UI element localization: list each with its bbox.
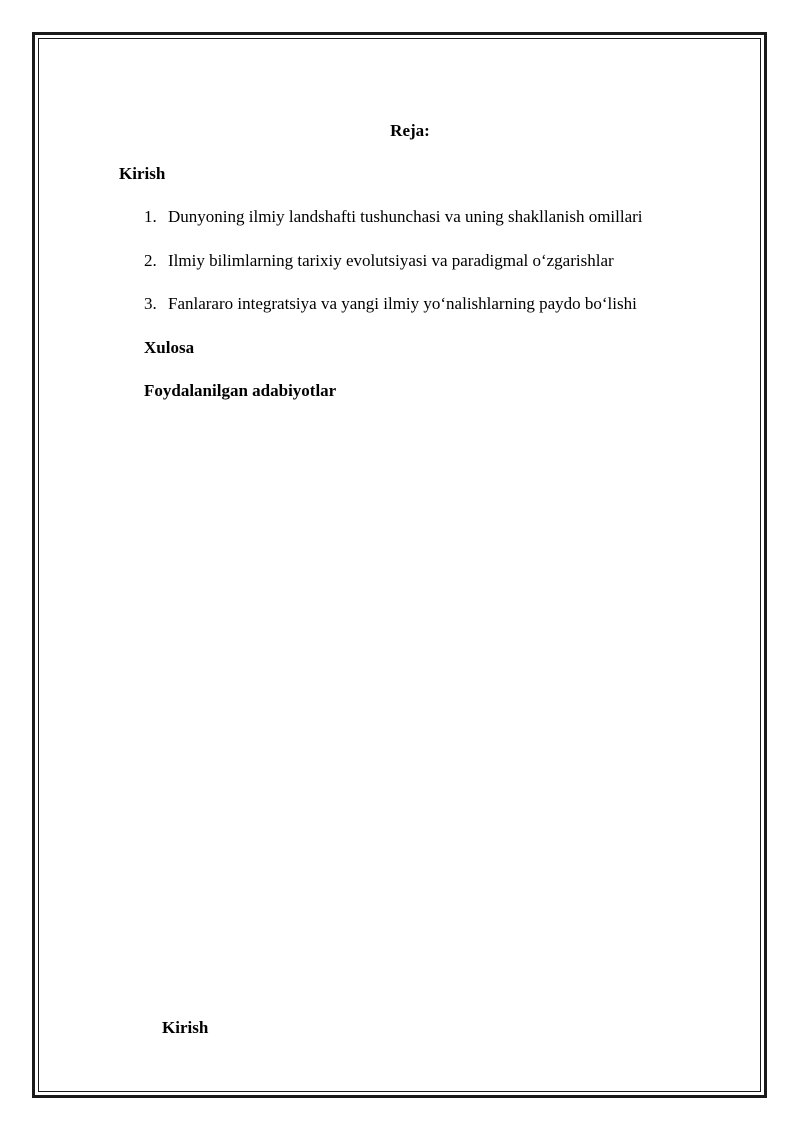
intro-heading: Kirish: [119, 164, 166, 183]
plan-item-number: 3.: [144, 294, 157, 313]
plan-item-text: Fanlararo integratsiya va yangi ilmiy yo‘nalishlarning paydo bo‘lishi: [168, 294, 637, 313]
plan-item: [144, 294, 637, 314]
plan-item-text: Ilmiy bilimlarning tarixiy evolutsiyasi va paradigmal o‘zgarishlar: [168, 251, 614, 270]
plan-item-number: 2.: [144, 251, 157, 270]
next-section-heading: Kirish: [162, 1018, 209, 1037]
plan-item-number: 1.: [144, 207, 157, 226]
references-heading: Foydalanilgan adabiyotlar: [144, 381, 337, 400]
conclusion-heading: Xulosa: [144, 338, 195, 357]
plan-title: Reja:: [390, 121, 430, 140]
page-border-inner: [38, 38, 761, 1092]
plan-item: [144, 251, 614, 271]
plan-item: [144, 207, 643, 227]
plan-item-text: Dunyoning ilmiy landshafti tushunchasi va uning shakllanish omillari: [168, 207, 643, 226]
